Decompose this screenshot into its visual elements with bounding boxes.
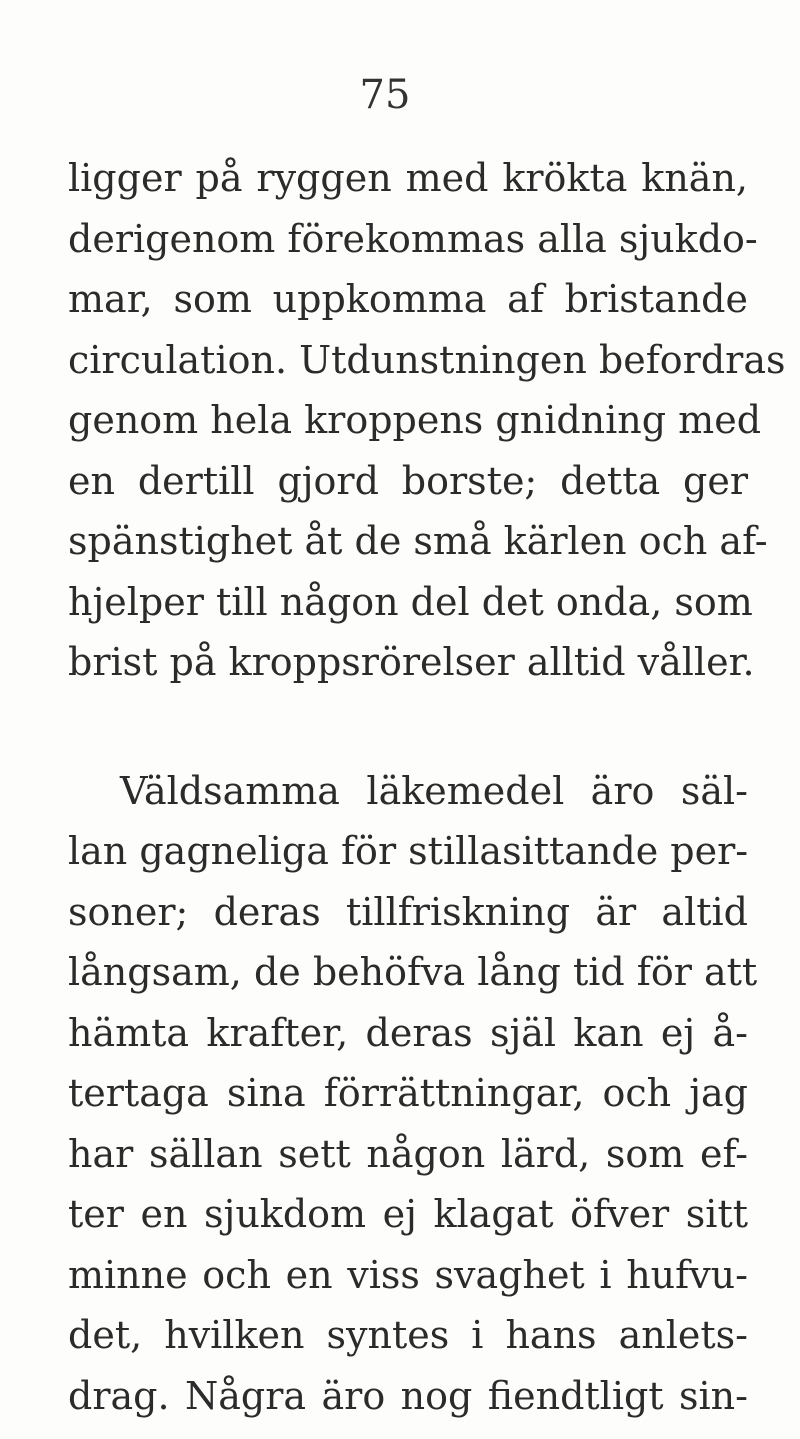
text-line: derigenom förekommas alla sjukdo- (68, 216, 758, 261)
text-line: en dertill gjord borste; detta ger (68, 458, 748, 503)
text-line: circulation. Utdunstningen befordras (68, 337, 786, 382)
text-line: det, hvilken syntes i hans anlets- (68, 1313, 748, 1357)
paragraph-1 (68, 148, 786, 693)
text-line: minne och en viss svaghet i hufvu- (68, 1252, 748, 1297)
text-line: hämta krafter, deras själ kan ej å- (68, 1010, 748, 1055)
text-line: lan gagneliga för stillasittande per- (68, 829, 749, 873)
text-line: soner; deras tillfriskning är altid (68, 889, 748, 934)
body-text (68, 148, 786, 1426)
text-line: drag. Några äro nog fiendtligt sin- (68, 1373, 748, 1418)
text-line: spänstighet åt de små kärlen och af- (68, 519, 768, 563)
text-line: mar, som uppkomma af bristande (68, 277, 748, 321)
paragraph-gap (68, 693, 748, 761)
text-line: Väldsamma läkemedel äro säl- (120, 768, 748, 813)
page-number: 75 (359, 72, 411, 118)
text-line: brist på kroppsrörelser alltid våller. (68, 640, 755, 684)
text-line: har sällan sett någon lärd, som ef- (68, 1131, 748, 1176)
text-line: genom hela kroppens gnidning med (68, 398, 762, 442)
text-line: långsam, de behöfva lång tid för att (68, 950, 758, 994)
text-line: tertaga sina förrättningar, och jag (68, 1071, 748, 1115)
text-line: hjelper till någon del det onda, som (68, 579, 753, 624)
paragraph-2 (68, 761, 758, 1427)
text-line: ter en sjukdom ej klagat öfver sitt (68, 1192, 748, 1236)
text-line: ligger på ryggen med krökta knän, (68, 156, 748, 200)
